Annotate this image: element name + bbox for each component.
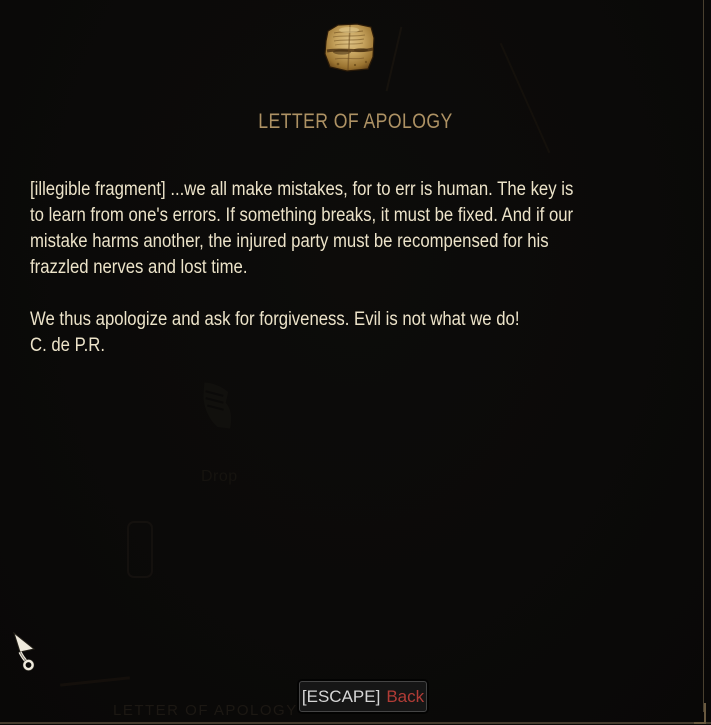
letter-body-line: frazzled nerves and lost time.	[30, 257, 248, 278]
parchment-letter-icon	[322, 22, 377, 73]
back-button[interactable]	[299, 681, 427, 712]
letter-body	[30, 177, 690, 359]
escape-key-label: [ESCAPE]	[301, 686, 381, 706]
letter-body-signature: C. de P.R.	[30, 335, 105, 356]
ghost-inventory-slot	[127, 521, 153, 578]
page-title: LETTER OF APOLOGY	[258, 110, 453, 133]
panel-border-right	[703, 0, 704, 712]
letter-body-line: mistake harms another, the injured party must be recompensed for his	[30, 231, 549, 252]
ghost-drop-menu-label: Drop	[201, 468, 238, 485]
panel-border-bottom	[0, 722, 711, 724]
ghost-item-silhouette	[500, 43, 551, 153]
drag-hand-icon	[185, 371, 251, 445]
back-action-label: Back	[386, 686, 425, 706]
mouse-cursor-arrow	[12, 632, 39, 673]
panel-border-corner	[694, 703, 706, 724]
ghost-item-silhouette	[60, 676, 130, 686]
ghost-item-name-label: LETTER OF APOLOGY	[113, 702, 298, 719]
letter-body-line-blank	[30, 281, 611, 307]
letter-body-line: to learn from one's errors. If something breaks, it must be fixed. And if our	[30, 205, 574, 226]
letter-body-line: [illegible fragment] ...we all make mistakes, for to err is human. The key is	[30, 179, 574, 200]
letter-body-line: We thus apologize and ask for forgiveness. Evil is not what we do!	[30, 309, 520, 330]
ghost-item-silhouette	[386, 27, 403, 92]
